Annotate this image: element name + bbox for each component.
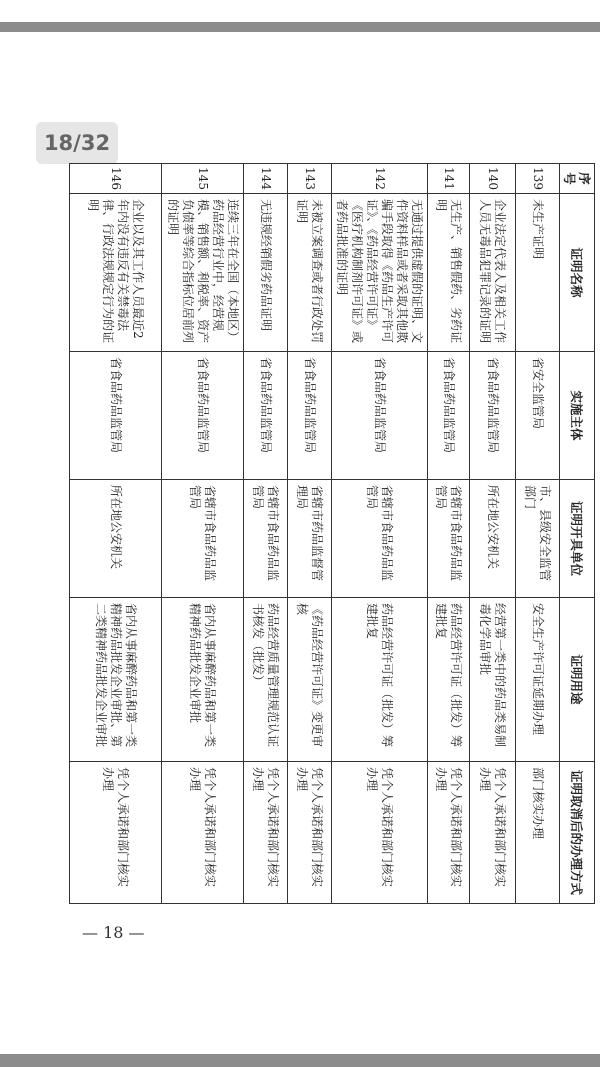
cell-implementer: 省食品药品监管局: [70, 352, 162, 480]
cell-handling: 凭个人承诺和部门核实办理: [288, 762, 332, 904]
table-row: [428, 164, 470, 904]
cell-index: 144: [244, 164, 288, 194]
table-row: [244, 164, 288, 904]
table-header-row: [560, 164, 595, 904]
cell-index: 141: [428, 164, 470, 194]
cell-handling: 部门核实办理: [516, 762, 560, 904]
cell-purpose: 省内从事麻醉药品和第一类精神药品批发企业审批: [162, 598, 244, 762]
cell-issuer: 所在地公安机关: [70, 480, 162, 598]
table-row: [332, 164, 428, 904]
cell-implementer: 省食品药品监管局: [288, 352, 332, 480]
certificate-table: [69, 163, 595, 904]
cell-index: 145: [162, 164, 244, 194]
cell-implementer: 省食品药品监管局: [332, 352, 428, 480]
page-indicator[interactable]: 18/32: [36, 122, 118, 164]
cell-cert-name: 未生产证明: [516, 194, 560, 352]
header-handling: 证明取消后的办理方式: [560, 762, 595, 904]
cell-cert-name: 未被立案调查或者行政处罚证明: [288, 194, 332, 352]
top-stripe: [0, 22, 600, 32]
cell-implementer: 省食品药品监管局: [470, 352, 516, 480]
cell-index: 146: [70, 164, 162, 194]
cell-issuer: 省辖市食品药品监管局: [332, 480, 428, 598]
rotated-table-wrapper: [75, 163, 595, 903]
cell-issuer: 市、县级安全监管部门: [516, 480, 560, 598]
cell-cert-name: 连续三年在全国（本地区）药品经营行业中，经营规模、销售额、利税率、资产负债率等综合指标位居前列的证明: [162, 194, 244, 352]
cell-implementer: 省食品药品监管局: [244, 352, 288, 480]
cell-cert-name: 无通过提供虚假的证明、文件资料样品或者采取其他欺骗手段取得《药品生产许可证》、《药品经营许可证》《医疗机构制剂许可证》或者药品批准的证明: [332, 194, 428, 352]
cell-issuer: 省辖市药品监督管理局: [288, 480, 332, 598]
header-index: 序号: [560, 164, 595, 194]
cell-cert-name: 无违规经销假劣药品证明: [244, 194, 288, 352]
cell-index: 140: [470, 164, 516, 194]
cell-cert-name: 企业以及其工作人员最近2年内没有违反有关禁毒法律、行政法规规定行为的证明: [70, 194, 162, 352]
cell-implementer: 省食品药品监管局: [162, 352, 244, 480]
cell-implementer: 省食品药品监管局: [428, 352, 470, 480]
cell-index: 142: [332, 164, 428, 194]
cell-issuer: 所在地公安机关: [470, 480, 516, 598]
cell-handling: 凭个人承诺和部门核实办理: [244, 762, 288, 904]
cell-cert-name: 无生产、销售假药、劣药证明: [428, 194, 470, 352]
table-row: [516, 164, 560, 904]
table-row: [162, 164, 244, 904]
header-issuer: 证明开具单位: [560, 480, 595, 598]
table-row: [70, 164, 162, 904]
table-row: [470, 164, 516, 904]
cell-purpose: 安全生产许可证延期办理: [516, 598, 560, 762]
cell-handling: 凭个人承诺和部门核实办理: [162, 762, 244, 904]
cell-purpose: 省内从事麻醉药品和第一类精神药品批发企业审批、第二类精神药品批发企业审批: [70, 598, 162, 762]
cell-handling: 凭个人承诺和部门核实办理: [332, 762, 428, 904]
bottom-bar: [0, 1054, 600, 1067]
cell-index: 139: [516, 164, 560, 194]
cell-handling: 凭个人承诺和部门核实办理: [470, 762, 516, 904]
cell-handling: 凭个人承诺和部门核实办理: [70, 762, 162, 904]
cell-purpose: 药品经营质量管理规范认证书核发（批发）: [244, 598, 288, 762]
header-implementer: 实施主体: [560, 352, 595, 480]
cell-issuer: 省辖市食品药品监管局: [244, 480, 288, 598]
header-cert-name: 证明名称: [560, 194, 595, 352]
cell-issuer: 省辖市食品药品监管局: [162, 480, 244, 598]
cell-purpose: 《药品经营许可证》变更审核: [288, 598, 332, 762]
top-bar: [0, 0, 600, 32]
cell-cert-name: 企业法定代表人及相关工作人员无毒品犯罪记录的证明: [470, 194, 516, 352]
cell-purpose: 药品经营许可证（批发）筹建批复: [428, 598, 470, 762]
cell-issuer: 省辖市食品药品监管局: [428, 480, 470, 598]
cell-handling: 凭个人承诺和部门核实办理: [428, 762, 470, 904]
cell-purpose: 经营第一类中的药品类易制毒化学品审批: [470, 598, 516, 762]
header-purpose: 证明用途: [560, 598, 595, 762]
table-row: [288, 164, 332, 904]
cell-index: 143: [288, 164, 332, 194]
cell-purpose: 药品经营许可证（批发）筹建批复: [332, 598, 428, 762]
cell-implementer: 省安全监管局: [516, 352, 560, 480]
page-footer-number: — 18 —: [82, 923, 145, 942]
